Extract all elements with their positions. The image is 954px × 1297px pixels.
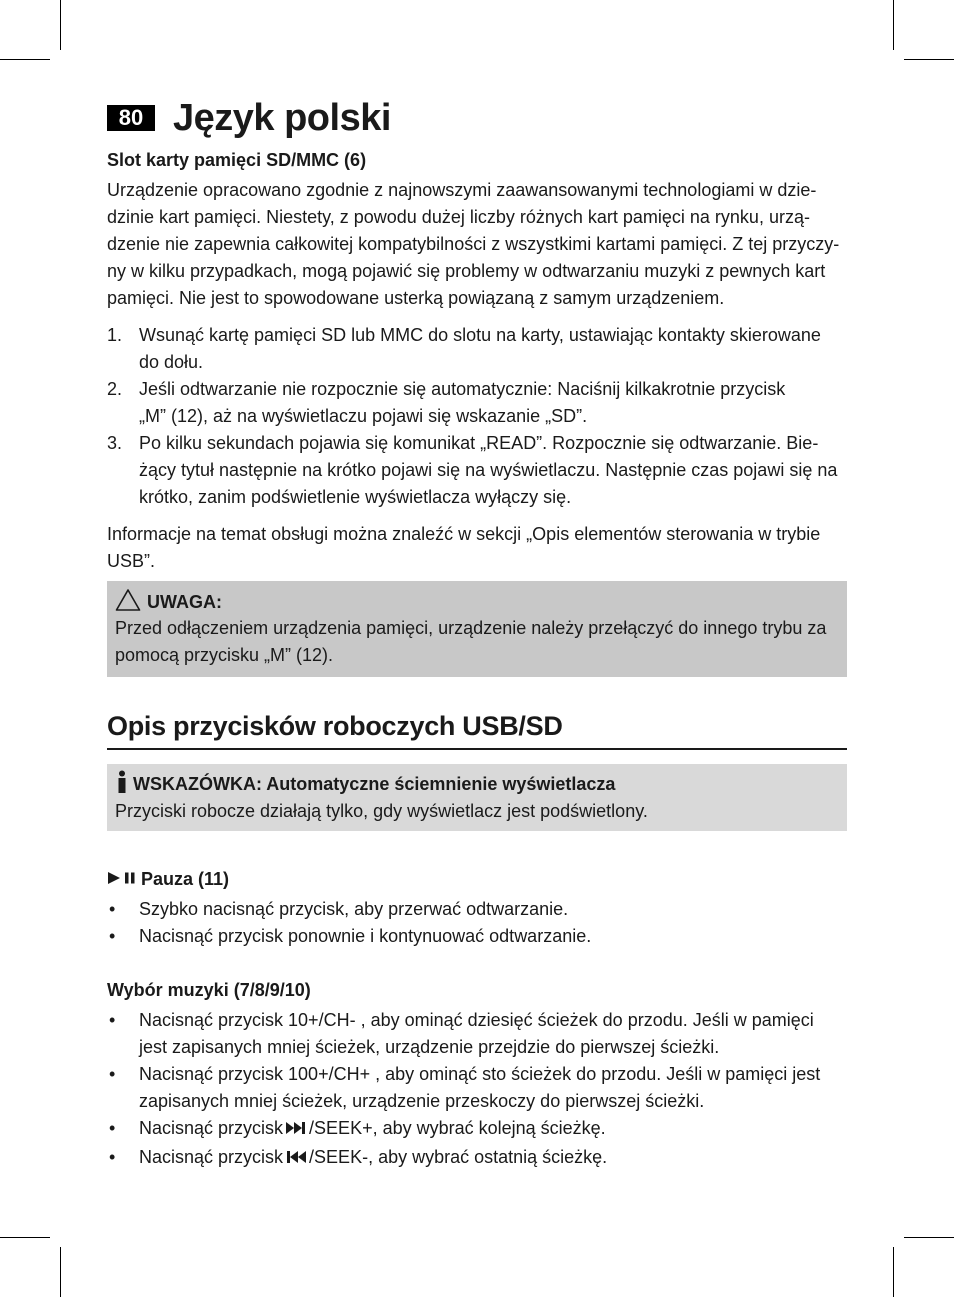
- section-title: Opis przycisków roboczych USB/SD: [107, 711, 847, 750]
- info-paragraph: Informacje na temat obsługi można znaleźć w sekcji „Opis elementów sterowania w trybie USB”.: [107, 524, 821, 571]
- hint-header: [115, 770, 839, 798]
- list-item: • Nacisnąć przycisk /SEEK+, aby wybrać kolejną ścieżkę.: [107, 1115, 847, 1144]
- hint-box: [107, 764, 847, 831]
- warning-text: Przed odłączeniem urządzenia pamięci, urządzenie należy przełączyć do innego trybu za pomocą przycisku „M” (12).: [115, 618, 827, 665]
- crop-mark: [893, 0, 894, 50]
- hint-label: WSKAZÓWKA: Automatyczne ściemnienie wyświetlacza: [133, 773, 616, 794]
- list-item: • Nacisnąć przycisk 100+/CH+ , aby ominąć sto ścieżek do przodu. Jeśli w pamięci jest zapisanych mniej ścieżek, urządzenie przeskoczy do pierwszej ścieżki.: [107, 1061, 847, 1115]
- hint-text: Przyciski robocze działają tylko, gdy wyświetlacz jest podświetlony.: [115, 801, 648, 821]
- list-item: • Nacisnąć przycisk 10+/CH- , aby ominąć dziesięć ścieżek do przodu. Jeśli w pamięci jest zapisanych mniej ścieżek, urządzenie przejdzie do pierwszej ścieżki.: [107, 1007, 847, 1061]
- list-item: 1. Wsunąć kartę pamięci SD lub MMC do slotu na karty, ustawiając kontakty skierowane do dołu.: [107, 325, 821, 372]
- warning-triangle-icon: [115, 588, 141, 617]
- list-item: 2. Jeśli odtwarzanie nie rozpocznie się automatycznie: Naciśnij kilkakrotnie przycisk „M” (12), aż na wyświetlaczu pojawi się wskazanie „SD”.: [107, 379, 786, 426]
- list-item: • Nacisnąć przycisk ponownie i kontynuować odtwarzanie.: [107, 923, 847, 950]
- warning-label: UWAGA:: [147, 591, 222, 612]
- crop-mark: [60, 0, 61, 50]
- music-title: Wybór muzyki (7/8/9/10): [107, 980, 311, 1000]
- crop-mark: [893, 1247, 894, 1297]
- warning-header: [115, 589, 839, 615]
- sd-intro: Urządzenie opracowano zgodnie z najnowszymi zaawansowanymi technologiami w dzie- dzinie kart pamięci. Niestety, z powodu dużej liczby różnych kart pamięci na rynku, urzą- dzenie nie zapewnia całkowitej kompatybilności z wszystkimi kartami pamięci. Z tej przyczy- ny w kilku przypadkach, mogą pojawić się problemy w odtwarzaniu muzyki z pewnych kart pamięci. Nie jest to spowodowane usterką powiązaną z samym urządzeniem.: [107, 180, 840, 308]
- list-item: 3. Po kilku sekundach pojawia się komunikat „READ”. Rozpocznie się odtwarzanie. Bie- żący tytuł następnie na krótko pojawi się na wyświetlaczu. Następnie czas pojawi się na krótko, zanim podświetlenie wyświetlacza wyłączy się.: [107, 433, 838, 507]
- language-title: Język polski: [173, 96, 391, 139]
- pause-bullets: [107, 896, 847, 950]
- crop-mark: [904, 59, 954, 60]
- music-bullets: [107, 1007, 847, 1173]
- pause-title: Pauza (11): [107, 869, 847, 890]
- sd-steps-list: [107, 322, 847, 511]
- list-item: • Szybko nacisnąć przycisk, aby przerwać odtwarzanie.: [107, 896, 847, 923]
- page-content: [107, 96, 847, 1173]
- page-number: 80: [107, 105, 155, 131]
- skip-forward-icon: [285, 1117, 307, 1144]
- play-pause-icon: [107, 869, 137, 890]
- warning-box: [107, 581, 847, 677]
- sd-section-title: Slot karty pamięci SD/MMC (6): [107, 150, 367, 170]
- skip-back-icon: [285, 1146, 307, 1173]
- crop-mark: [0, 59, 50, 60]
- info-icon: [115, 770, 129, 799]
- crop-mark: [904, 1237, 954, 1238]
- list-item: • Nacisnąć przycisk /SEEK-, aby wybrać ostatnią ścieżkę.: [107, 1144, 847, 1173]
- page-header: [107, 96, 847, 140]
- crop-mark: [0, 1237, 50, 1238]
- crop-mark: [60, 1247, 61, 1297]
